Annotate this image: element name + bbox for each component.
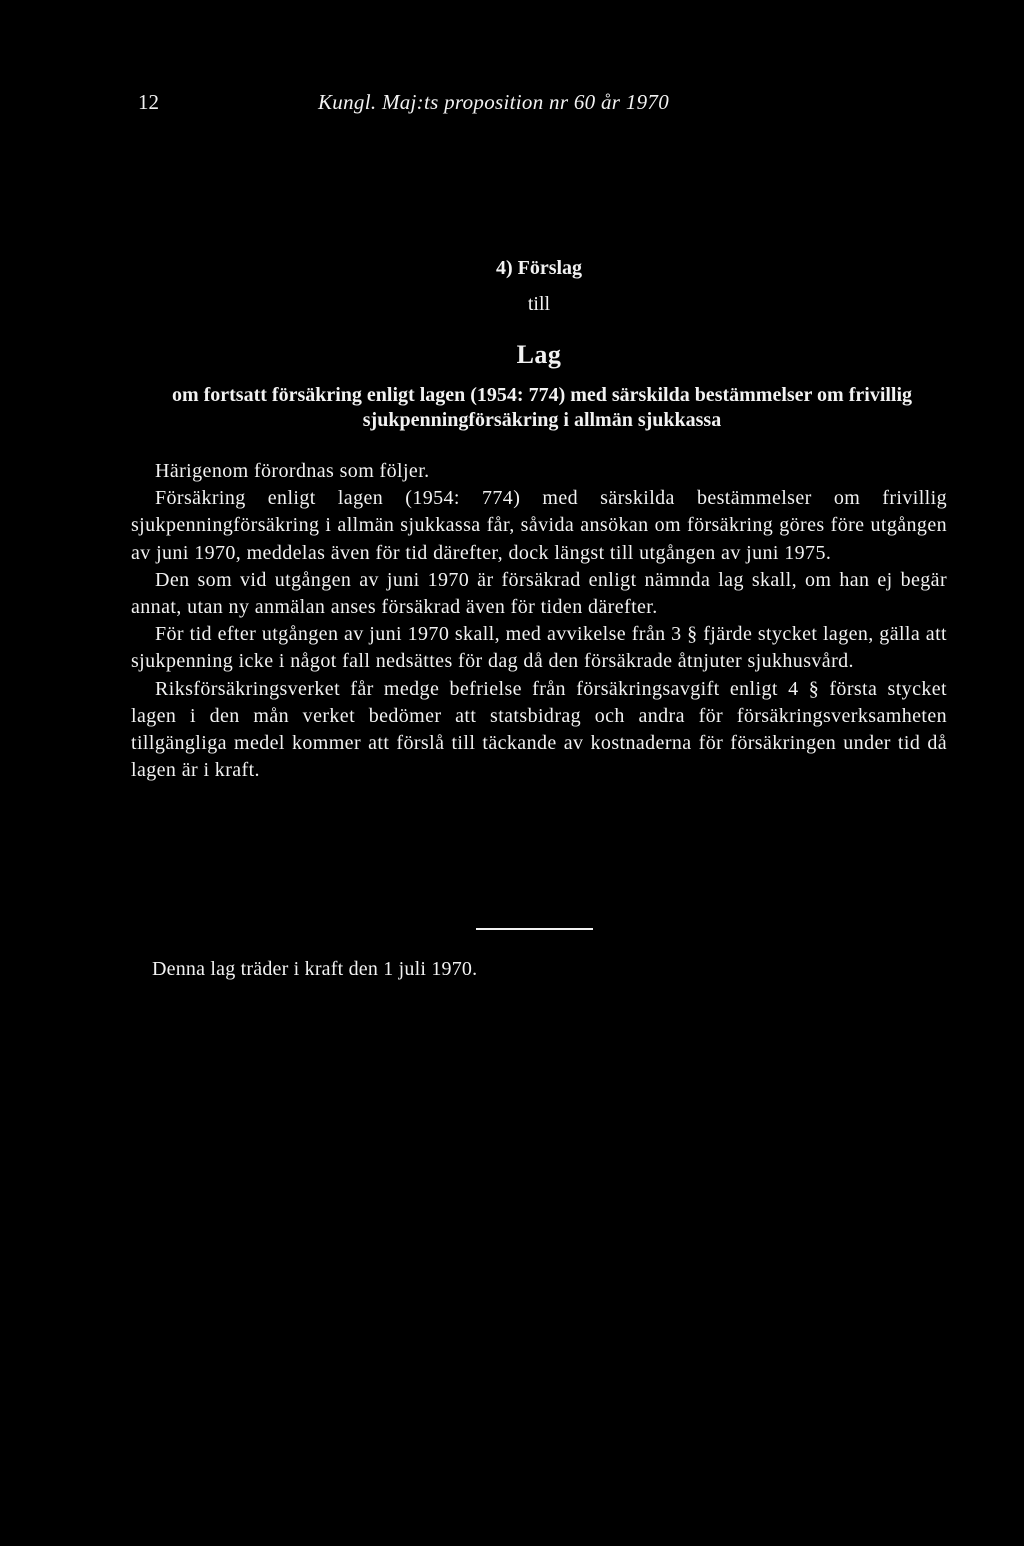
law-body — [131, 458, 947, 784]
body-paragraph: Den som vid utgången av juni 1970 är försäkrad enligt nämnda lag skall, om han ej begär annat, utan ny anmälan anses försäkrad även för tiden därefter. — [131, 568, 947, 619]
heading-till: till — [527, 293, 551, 315]
section-divider — [476, 928, 593, 930]
enactment-clause: Härigenom förordnas som följer. — [155, 460, 430, 482]
law-subtitle: om fortsatt försäkring enligt lagen (1954: 774) med särskilda bestämmelser om frivillig sjukpenningförsäkring i allmän sjukkassa — [171, 384, 913, 431]
page-number: 12 — [138, 90, 159, 114]
body-paragraph: Riksförsäkringsverket får medge befrielse från försäkringsavgift enligt 4 § första stycket lagen i den mån verket bedömer att statsbidrag och andra för försäkringsverksamheten tillgängliga medel kommer att förslå till täckande av kostnaderna för försäkringen under tid då lagen är i kraft. — [131, 677, 947, 782]
body-paragraph: För tid efter utgången av juni 1970 skall, med avvikelse från 3 § fjärde stycket lagen, gälla att sjukpenning icke i något fall nedsättes för dag då den försäkrade åtnjuter sjukhusvård. — [131, 623, 947, 673]
body-paragraph: Försäkring enligt lagen (1954: 774) med särskilda bestämmelser om frivillig sjukpenningförsäkring i allmän sjukkassa får, såvida ansökan om försäkring göres före utgången av juni 1970, meddelas även för tid därefter, dock längst till utgången av juni 1975. — [131, 487, 947, 564]
proposal-number-heading: 4) Förslag — [495, 257, 583, 279]
running-header — [138, 90, 778, 120]
entry-into-force-clause: Denna lag träder i kraft den 1 juli 1970. — [152, 958, 478, 980]
journal-title: Kungl. Maj:ts proposition nr 60 år 1970 — [318, 90, 670, 114]
law-title: Lag — [516, 340, 562, 369]
